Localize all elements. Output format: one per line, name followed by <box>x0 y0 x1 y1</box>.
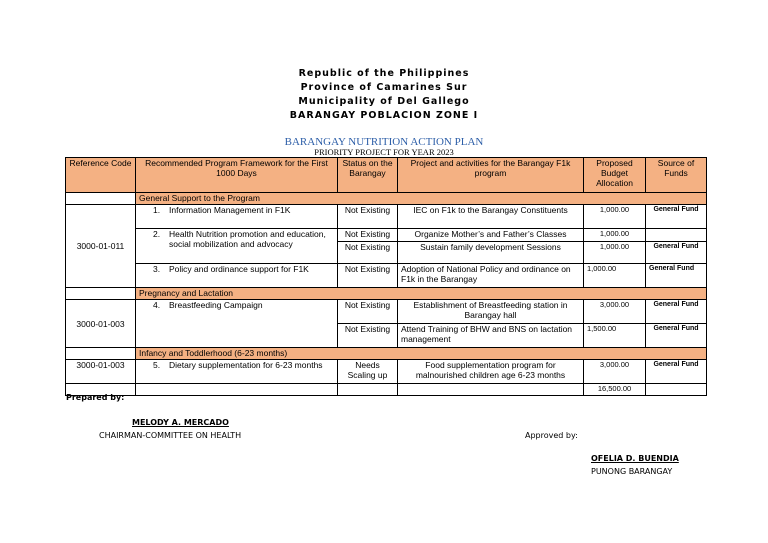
table-row <box>66 360 707 384</box>
project-cell: Sustain family development Sessions <box>398 242 584 264</box>
framework-text: Health Nutrition promotion and education, social mobilization and advocacy <box>169 229 326 249</box>
section-label: General Support to the Program <box>136 193 707 205</box>
project-cell: Attend Training of BHW and BNS on lactation management <box>398 324 584 348</box>
budget-cell: 1,500.00 <box>584 324 646 348</box>
project-cell: IEC on F1k to the Barangay Constituents <box>398 205 584 229</box>
preparer-title: CHAIRMAN-COMMITTEE ON HEALTH <box>99 431 242 440</box>
table-row <box>66 229 707 242</box>
source-cell: General Fund <box>646 205 707 229</box>
total-row <box>66 384 707 396</box>
approved-by-label: Approved by: <box>525 431 578 440</box>
col-header-source: Source of Funds <box>646 158 707 193</box>
budget-cell: 1,000.00 <box>584 242 646 264</box>
status-cell: Not Existing <box>338 205 398 229</box>
status-cell: Not Existing <box>338 300 398 324</box>
reference-code: 3000-01-003 <box>66 360 136 384</box>
budget-cell: 3,000.00 <box>584 360 646 384</box>
source-cell: General Fund <box>646 242 707 264</box>
project-cell: Adoption of National Policy and ordinance on F1k in the Barangay <box>398 264 584 288</box>
framework-text: Dietary supplementation for 6-23 months <box>169 360 323 370</box>
table-row <box>66 300 707 324</box>
source-cell: General Fund <box>646 324 707 348</box>
reference-code: 3000-01-003 <box>66 300 136 348</box>
status-cell: Not Existing <box>338 229 398 242</box>
item-number: 5. <box>153 360 161 370</box>
action-plan-table <box>65 157 707 396</box>
header-line-barangay: BARANGAY POBLACION ZONE I <box>289 110 479 121</box>
col-header-ref: Reference Code <box>66 158 136 193</box>
source-cell: General Fund <box>646 360 707 384</box>
status-cell: Not Existing <box>338 324 398 348</box>
document-title: BARANGAY NUTRITION ACTION PLAN <box>284 136 484 148</box>
project-cell: Establishment of Breastfeeding station in Barangay hall <box>398 300 584 324</box>
table-header-row <box>66 158 707 193</box>
budget-cell: 1,000.00 <box>584 229 646 242</box>
item-number: 2. <box>153 229 161 239</box>
col-header-framework: Recommended Program Framework for the First 1000 Days <box>136 158 338 193</box>
preparer-name: MELODY A. MERCADO <box>132 418 229 427</box>
source-cell <box>646 229 707 242</box>
framework-text: Breastfeeding Campaign <box>169 300 263 310</box>
budget-cell: 1,000.00 <box>584 264 646 288</box>
col-header-budget: Proposed Budget Allocation <box>584 158 646 193</box>
project-cell: Organize Mother’s and Father’s Classes <box>398 229 584 242</box>
section-row <box>66 193 707 205</box>
col-header-status: Status on the Barangay <box>338 158 398 193</box>
table-row <box>66 264 707 288</box>
header-line-province: Province of Camarines Sur <box>300 82 468 93</box>
status-cell: Needs Scaling up <box>338 360 398 384</box>
section-row <box>66 288 707 300</box>
item-number: 3. <box>153 264 161 274</box>
status-cell: Not Existing <box>338 264 398 288</box>
item-number: 4. <box>153 300 161 310</box>
source-cell: General Fund <box>646 264 707 288</box>
budget-cell: 1,000.00 <box>584 205 646 229</box>
framework-text: Information Management in F1K <box>169 205 291 215</box>
project-cell: Food supplementation program for malnourished children age 6-23 months <box>398 360 584 384</box>
prepared-by-label: Prepared by: <box>66 393 125 402</box>
section-label: Infancy and Toddlerhood (6-23 months) <box>136 348 707 360</box>
status-cell: Not Existing <box>338 242 398 264</box>
reference-code: 3000-01-011 <box>66 205 136 288</box>
total-budget: 16,500.00 <box>584 384 646 396</box>
framework-text: Policy and ordinance support for F1K <box>169 264 309 274</box>
source-cell: General Fund <box>646 300 707 324</box>
approver-name: OFELIA D. BUENDIA <box>591 454 679 463</box>
budget-cell: 3,000.00 <box>584 300 646 324</box>
table-row <box>66 205 707 229</box>
header-line-republic: Republic of the Philippines <box>298 68 470 79</box>
header-line-municipality: Municipality of Del Gallego <box>298 96 470 107</box>
section-row <box>66 348 707 360</box>
approver-title: PUNONG BARANGAY <box>591 467 673 476</box>
document-subtitle: PRIORITY PROJECT FOR YEAR 2023 <box>314 147 454 157</box>
item-number: 1. <box>153 205 161 215</box>
section-label: Pregnancy and Lactation <box>136 288 707 300</box>
col-header-project: Project and activities for the Barangay F1k program <box>398 158 584 193</box>
